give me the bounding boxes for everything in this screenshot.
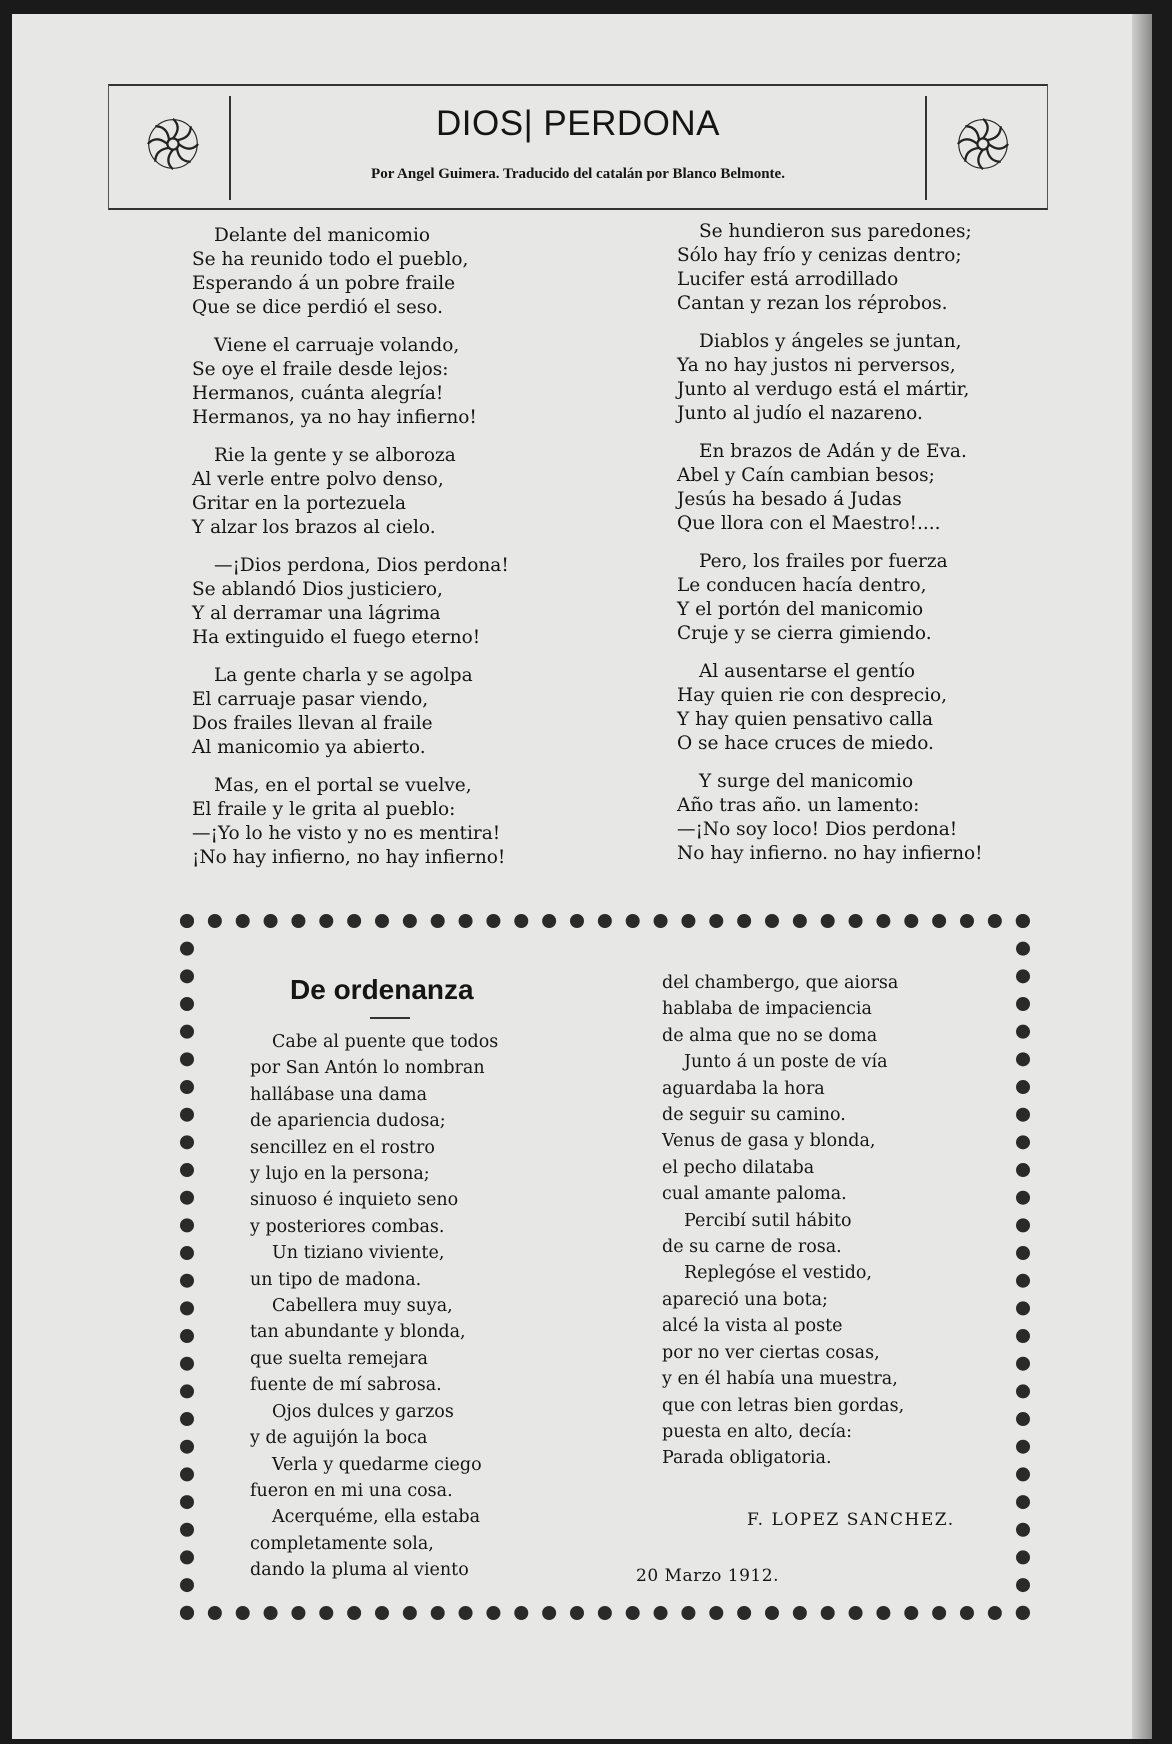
verse-line: por no ver ciertas cosas,	[662, 1342, 880, 1363]
poem-line: Hermanos, cuánta alegría!	[192, 383, 444, 404]
poem-line: O se hace cruces de miedo.	[677, 733, 934, 754]
verse-line: que suelta remejara	[250, 1348, 428, 1369]
verse-line: hallábase una dama	[250, 1084, 428, 1105]
poem-line: Lucifer está arrodillado	[677, 269, 899, 290]
verse-line: de apariencia dudosa;	[250, 1111, 446, 1132]
poem-line: Junto al judío el nazareno.	[677, 403, 923, 424]
poem-stanza	[677, 330, 1037, 426]
verse-line: Acerquéme, ella estaba	[272, 1507, 481, 1528]
poem-line: Ha extinguido el fuego eterno!	[192, 627, 481, 648]
poem-stanza	[677, 660, 1037, 756]
poem-byline: Por Angel Guimera. Traducido del catalán por Blanco Belmonte.	[371, 166, 785, 182]
verse-line: de seguir su camino.	[662, 1105, 846, 1126]
poem-line: El fraile y le grita al pueblo:	[192, 799, 456, 820]
poem-line: Viene el carruaje volando,	[214, 335, 460, 356]
poem-line: Que llora con el Maestro!....	[677, 513, 941, 534]
poem-line: Gritar en la portezuela	[192, 493, 407, 514]
verse-line: Un tiziano viviente,	[272, 1243, 445, 1264]
verse-line: y posteriores combas.	[250, 1216, 445, 1237]
article-title: De ordenanza	[290, 974, 474, 1005]
poem-line: Hermanos, ya no hay infierno!	[192, 407, 477, 428]
date-line: 20 Marzo 1912.	[636, 1566, 779, 1586]
poem-line: No hay infierno. no hay infierno!	[677, 843, 983, 864]
poem-line: Al manicomio ya abierto.	[192, 737, 426, 758]
poem-stanza	[677, 220, 1037, 316]
poem-stanza	[192, 554, 572, 650]
poem-line: Se ablandó Dios justiciero,	[192, 579, 443, 600]
poem-column-left	[192, 224, 572, 884]
poem-line: Le conducen hacía dentro,	[677, 575, 927, 596]
poem-line: Se oye el fraile desde lejos:	[192, 359, 449, 380]
verse-line: Ojos dulces y garzos	[272, 1401, 454, 1422]
poem-line: Diablos y ángeles se juntan,	[699, 331, 962, 352]
poem-line: —¡Dios perdona, Dios perdona!	[214, 555, 509, 576]
verse-line: Percibí sutil hábito	[684, 1210, 852, 1231]
poem-line: Año tras año. un lamento:	[677, 795, 920, 816]
poem-line: Y al derramar una lágrima	[192, 603, 441, 624]
poem-line: Al ausentarse el gentío	[699, 661, 916, 682]
poem-stanza	[192, 334, 572, 430]
verse-line: dando la pluma al viento	[250, 1560, 469, 1581]
verse-line: por San Antón lo nombran	[250, 1058, 485, 1079]
poem-line: Jesús ha besado á Judas	[677, 489, 902, 510]
poem-line: Se ha reunido todo el pueblo,	[192, 249, 469, 270]
poem-line: En brazos de Adán y de Eva.	[699, 441, 967, 462]
ordenanza-column-right	[662, 970, 1002, 1472]
poem-line: Delante del manicomio	[214, 225, 430, 246]
poem-line: Ya no hay justos ni perversos,	[677, 355, 956, 376]
verse-line: y de aguijón la boca	[250, 1428, 428, 1449]
verse-line: que con letras bien gordas,	[662, 1395, 905, 1416]
poem-line: Cruje y se cierra gimiendo.	[677, 623, 932, 644]
poem-column-right	[677, 220, 1037, 880]
poem-line: Que se dice perdió el seso.	[192, 297, 443, 318]
poem-stanza	[677, 770, 1037, 866]
poem-line: Rie la gente y se alboroza	[214, 445, 456, 466]
verse-line: Cabe al puente que todos	[272, 1032, 499, 1052]
verse-line: fueron en mi una cosa.	[250, 1480, 453, 1501]
verse-line: y en él había una muestra,	[662, 1369, 898, 1390]
poem-stanza	[192, 444, 572, 540]
verse-line: Replegóse el vestido,	[684, 1263, 872, 1284]
verse-line: fuente de mí sabrosa.	[250, 1375, 442, 1396]
verse-line: Venus de gasa y blonda,	[662, 1131, 876, 1152]
poem-line: Esperando á un pobre fraile	[192, 273, 456, 294]
poem-stanza	[192, 774, 572, 870]
poem-line: Pero, los frailes por fuerza	[699, 551, 948, 572]
poem-line: Dos frailes llevan al fraile	[192, 713, 433, 734]
poem-line: Abel y Caín cambian besos;	[677, 465, 935, 486]
verse-line: Parada obligatoria.	[662, 1448, 832, 1469]
verse-line: alcé la vista al poste	[662, 1316, 843, 1337]
verse-line: apareció una bota;	[662, 1289, 828, 1310]
poem-line: Mas, en el portal se vuelve,	[214, 775, 472, 796]
verse-line: y lujo en la persona;	[250, 1164, 430, 1185]
poem-line: Y alzar los brazos al cielo.	[192, 517, 436, 538]
poem-stanza	[677, 550, 1037, 646]
verse-line: cual amante paloma.	[662, 1184, 847, 1205]
poem-line: Sólo hay frío y cenizas dentro;	[677, 245, 962, 266]
verse-line: el pecho dilataba	[662, 1157, 815, 1178]
poem-line: La gente charla y se agolpa	[214, 665, 473, 686]
poem-header	[108, 84, 1048, 210]
verse-line: hablaba de impaciencia	[662, 999, 872, 1020]
poem-line: Y el portón del manicomio	[677, 599, 924, 620]
poem-stanza	[677, 440, 1037, 536]
poem-line: Hay quien rie con desprecio,	[677, 685, 948, 706]
verse-line: un tipo de madona.	[250, 1269, 422, 1290]
verse-line: puesta en alto, decía:	[662, 1421, 853, 1442]
verse-line: del chambergo, que aiorsa	[662, 973, 899, 993]
author-signature: F. LOPEZ SANCHEZ.	[747, 1510, 955, 1530]
magazine-page	[12, 14, 1152, 1739]
poem-line: Y hay quien pensativo calla	[677, 709, 934, 730]
page-binding-edge	[1132, 14, 1152, 1739]
title-dash	[370, 1017, 410, 1019]
poem-line: Al verle entre polvo denso,	[192, 469, 444, 490]
verse-line: tan abundante y blonda,	[250, 1322, 466, 1343]
poem-line: —¡Yo lo he visto y no es mentira!	[192, 823, 501, 844]
poem-line: Se hundieron sus paredones;	[699, 221, 972, 242]
verse-line: Cabellera muy suya,	[272, 1296, 453, 1317]
poem-line: —¡No soy loco! Dios perdona!	[677, 819, 958, 840]
verse-line: Junto á un poste de vía	[684, 1052, 888, 1073]
poem-line: Cantan y rezan los réprobos.	[677, 293, 948, 314]
verse-line: de su carne de rosa.	[662, 1237, 842, 1258]
poem-title: DIOS| PERDONA	[436, 104, 720, 143]
verse-line: sencillez en el rostro	[250, 1137, 435, 1158]
poem-stanza	[192, 224, 572, 320]
poem-line: Junto al verdugo está el mártir,	[677, 379, 970, 400]
poem-line: Y surge del manicomio	[699, 771, 914, 792]
verse-line: de alma que no se doma	[662, 1025, 878, 1046]
poem-line: ¡No hay infierno, no hay infierno!	[192, 847, 506, 868]
ordenanza-column-left	[250, 1029, 580, 1584]
poem-stanza	[192, 664, 572, 760]
verse-line: aguardaba la hora	[662, 1078, 825, 1099]
poem-line: El carruaje pasar viendo,	[192, 689, 429, 710]
verse-line: Verla y quedarme ciego	[272, 1454, 482, 1475]
verse-line: completamente sola,	[250, 1533, 434, 1554]
verse-line: sinuoso é inquieto seno	[250, 1190, 459, 1211]
